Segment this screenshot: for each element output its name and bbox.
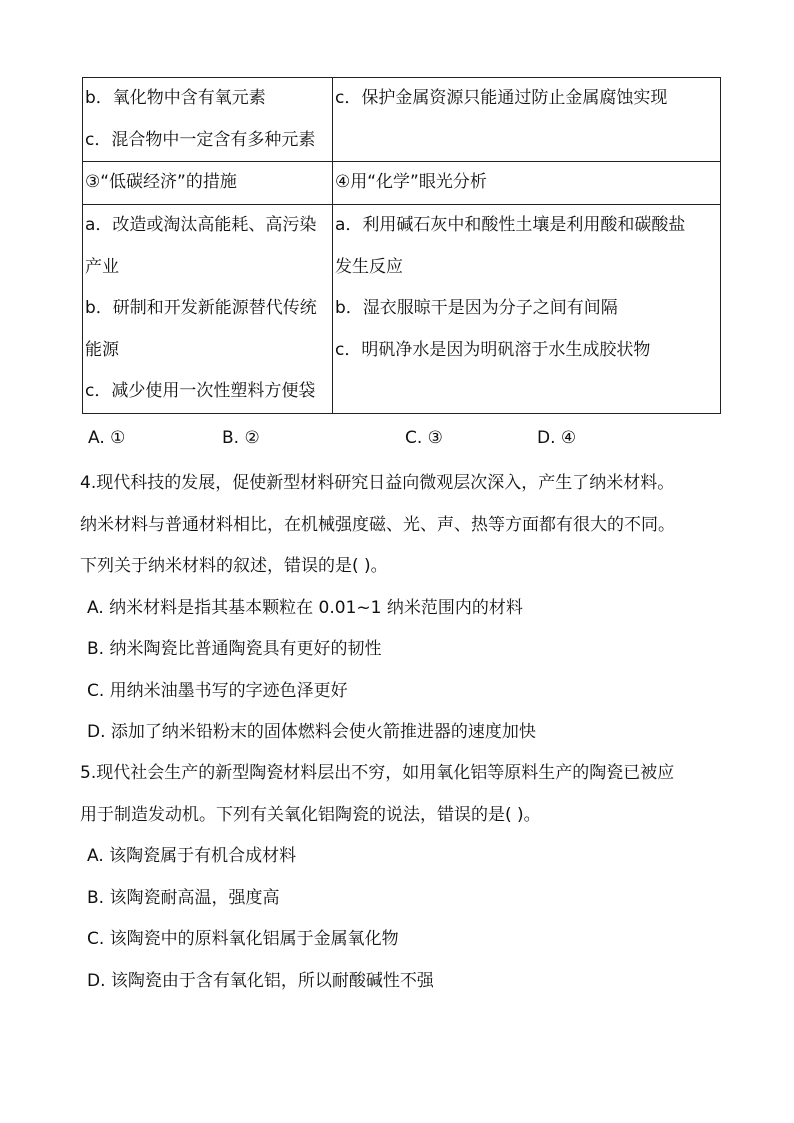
table-cell bbox=[333, 205, 721, 414]
option-a: A. ① bbox=[88, 428, 126, 448]
question-stem-line: 4.现代科技的发展，促使新型材料研究日益向微观层次深入，产生了纳米材料。 bbox=[80, 473, 675, 493]
choice-a: A. 纳米材料是指其基本颗粒在 0.01~1 纳米范围内的材料 bbox=[87, 597, 523, 618]
option-b: B. ② bbox=[222, 428, 260, 448]
question-5 bbox=[80, 753, 760, 1002]
cell-line: a．改造或淘汰高能耗、高污染 bbox=[85, 215, 317, 235]
table-cell bbox=[333, 78, 721, 162]
cell-line: ④用“化学”眼光分析 bbox=[335, 172, 487, 192]
comparison-table bbox=[82, 77, 721, 414]
table-row bbox=[83, 205, 721, 414]
cell-line: 产业 bbox=[85, 256, 119, 277]
table-cell bbox=[83, 162, 333, 205]
cell-line: 能源 bbox=[85, 339, 119, 360]
question-stem-line: 用于制造发动机。下列有关氧化铝陶瓷的说法，错误的是( )。 bbox=[80, 804, 541, 825]
table-row bbox=[83, 78, 721, 162]
q3-options bbox=[0, 428, 794, 454]
choice-d: D. 添加了纳米铅粉末的固体燃料会使火箭推进器的速度加快 bbox=[87, 722, 536, 742]
cell-line: c．减少使用一次性塑料方便袋 bbox=[85, 381, 316, 401]
choice-c: C. 该陶瓷中的原料氧化铝属于金属氧化物 bbox=[87, 929, 399, 949]
table-cell bbox=[83, 78, 333, 162]
choice-c: C. 用纳米油墨书写的字迹色泽更好 bbox=[87, 680, 348, 701]
cell-line: c．混合物中一定含有多种元素 bbox=[85, 129, 316, 150]
cell-line: ③“低碳经济”的措施 bbox=[85, 172, 237, 192]
choice-d: D. 该陶瓷由于含有氧化铝，所以耐酸碱性不强 bbox=[87, 970, 434, 991]
table-cell bbox=[333, 162, 721, 205]
choice-b: B. 该陶瓷耐高温，强度高 bbox=[87, 887, 280, 908]
choice-b: B. 纳米陶瓷比普通陶瓷具有更好的韧性 bbox=[87, 639, 382, 659]
option-c: C. ③ bbox=[405, 428, 443, 448]
question-stem-line: 纳米材料与普通材料相比，在机械强度磁、光、声、热等方面都有很大的不同。 bbox=[80, 514, 675, 535]
table-row bbox=[83, 162, 721, 205]
cell-line: 发生反应 bbox=[335, 256, 403, 277]
question-stem-line: 5.现代社会生产的新型陶瓷材料层出不穷，如用氧化铝等原料生产的陶瓷已被应 bbox=[80, 763, 675, 783]
question-stem-line: 下列关于纳米材料的叙述，错误的是( )。 bbox=[80, 556, 388, 576]
option-d: D. ④ bbox=[537, 428, 577, 448]
cell-line: a．利用碱石灰中和酸性土壤是利用酸和碳酸盐 bbox=[335, 215, 686, 235]
cell-line: b．研制和开发新能源替代传统 bbox=[85, 298, 317, 318]
choice-a: A. 该陶瓷属于有机合成材料 bbox=[87, 846, 297, 866]
cell-line: b．氧化物中含有氧元素 bbox=[85, 88, 266, 108]
question-4 bbox=[80, 463, 760, 754]
cell-line: c．明矾净水是因为明矾溶于水生成胶状物 bbox=[335, 339, 651, 360]
cell-line: b．湿衣服晾干是因为分子之间有间隔 bbox=[335, 298, 618, 318]
table-cell bbox=[83, 205, 333, 414]
cell-line: c．保护金属资源只能通过防止金属腐蚀实现 bbox=[335, 88, 668, 108]
